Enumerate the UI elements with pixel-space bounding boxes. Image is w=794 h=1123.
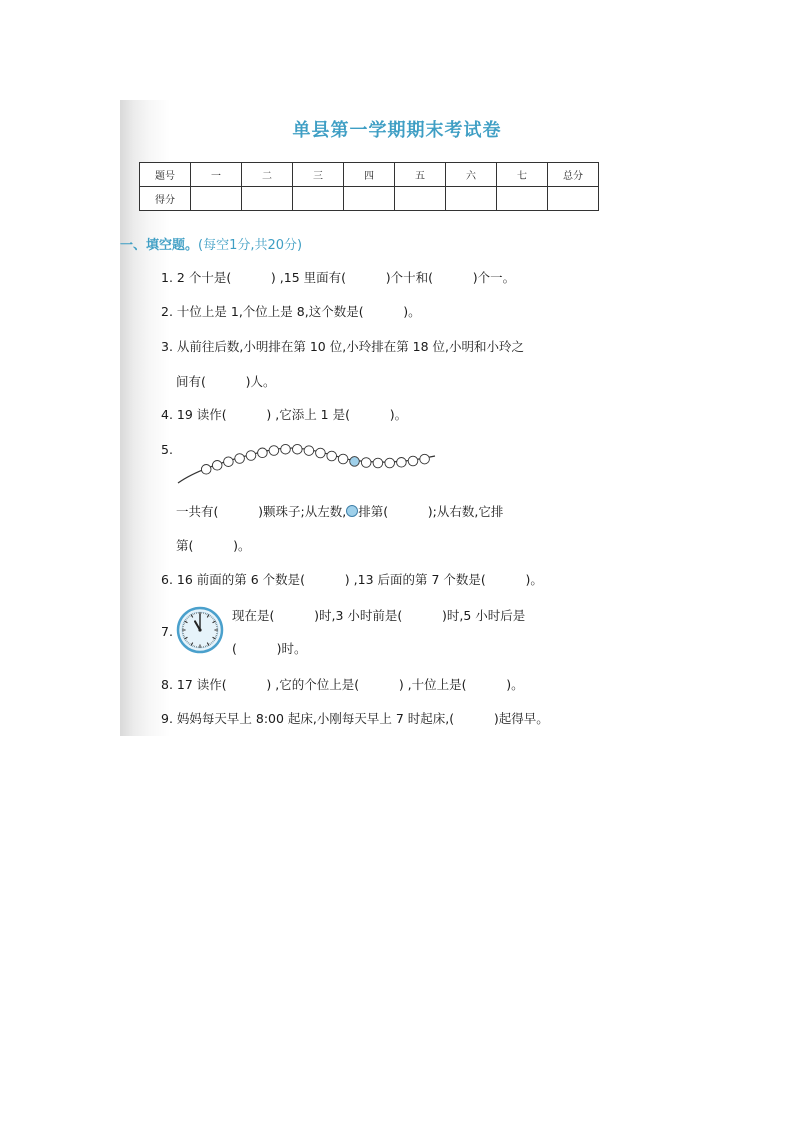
score-table-header-cell: 七 <box>497 163 548 187</box>
clock-center-pin <box>198 628 201 631</box>
question-9: 9. 妈妈每天早上 8:00 起床,小刚每天早上 7 时起床,( )起得早。 <box>161 711 549 726</box>
section-title-text: 一、填空题。 <box>120 238 199 253</box>
bead-group <box>201 444 429 474</box>
question-7-line-1: 现在是( )时,3 小时前是( )时,5 小时后是 <box>232 608 526 623</box>
score-table <box>139 162 599 211</box>
beads-figure <box>176 440 438 490</box>
score-cell[interactable] <box>191 187 242 211</box>
bead <box>269 446 279 456</box>
question-5-line-1-pre: 一共有( )颗珠子;从左数, <box>176 504 347 519</box>
score-table-header-cell: 二 <box>242 163 293 187</box>
score-row-label: 得分 <box>140 187 191 211</box>
bead <box>327 451 337 461</box>
bead <box>258 448 268 458</box>
score-table-header-cell: 题号 <box>140 163 191 187</box>
clock-icon <box>176 606 224 654</box>
bead <box>293 444 303 454</box>
bead-highlighted <box>350 457 360 467</box>
bead <box>373 458 383 468</box>
question-3-line-2: 间有( )人。 <box>176 374 276 389</box>
question-5-line-1-post: 排第( );从右数,它排 <box>358 504 504 519</box>
question-8: 8. 17 读作( ) ,它的个位上是( ) ,十位上是( )。 <box>161 677 524 692</box>
score-table-header-cell: 总分 <box>548 163 599 187</box>
question-3-line-1: 3. 从前往后数,小明排在第 10 位,小玲排在第 18 位,小明和小玲之 <box>161 339 525 354</box>
bead <box>316 448 326 458</box>
bead <box>385 458 395 468</box>
bead <box>224 457 234 467</box>
bead <box>304 446 314 456</box>
bead <box>281 444 291 454</box>
question-4: 4. 19 读作( ) ,它添上 1 是( )。 <box>161 407 408 422</box>
bead <box>408 456 418 466</box>
section-score-note: (每空1分,共20分) <box>198 238 303 253</box>
bead <box>361 458 371 468</box>
bead <box>338 454 348 464</box>
question-5-line-1 <box>176 503 503 521</box>
score-cell[interactable] <box>344 187 395 211</box>
bead <box>235 454 245 464</box>
bead <box>397 458 407 468</box>
question-6: 6. 16 前面的第 6 个数是( ) ,13 后面的第 7 个数是( )。 <box>161 572 543 587</box>
highlighted-bead-icon <box>346 505 358 517</box>
score-cell[interactable] <box>242 187 293 211</box>
score-cell[interactable] <box>497 187 548 211</box>
page-title: 单县第一学期期末考试卷 <box>292 120 502 141</box>
score-table-header-cell: 三 <box>293 163 344 187</box>
bead <box>212 461 222 471</box>
score-cell[interactable] <box>446 187 497 211</box>
score-table-score-row <box>140 187 599 211</box>
bead <box>201 465 211 475</box>
question-5-number: 5. <box>161 442 173 457</box>
score-table-header-cell: 一 <box>191 163 242 187</box>
question-2: 2. 十位上是 1,个位上是 8,这个数是( )。 <box>161 304 421 319</box>
score-cell[interactable] <box>395 187 446 211</box>
section-title <box>120 234 302 253</box>
bead <box>420 454 430 464</box>
bead <box>246 451 256 461</box>
question-5-line-2: 第( )。 <box>176 538 251 553</box>
score-table-header-cell: 六 <box>446 163 497 187</box>
score-cell[interactable] <box>548 187 599 211</box>
score-table-header-cell: 五 <box>395 163 446 187</box>
score-table-header-row <box>140 163 599 187</box>
score-table-header-cell: 四 <box>344 163 395 187</box>
question-7-line-2: ( )时。 <box>232 641 307 656</box>
question-7-number: 7. <box>161 624 173 639</box>
score-cell[interactable] <box>293 187 344 211</box>
question-1: 1. 2 个十是( ) ,15 里面有( )个十和( )个一。 <box>161 270 516 285</box>
